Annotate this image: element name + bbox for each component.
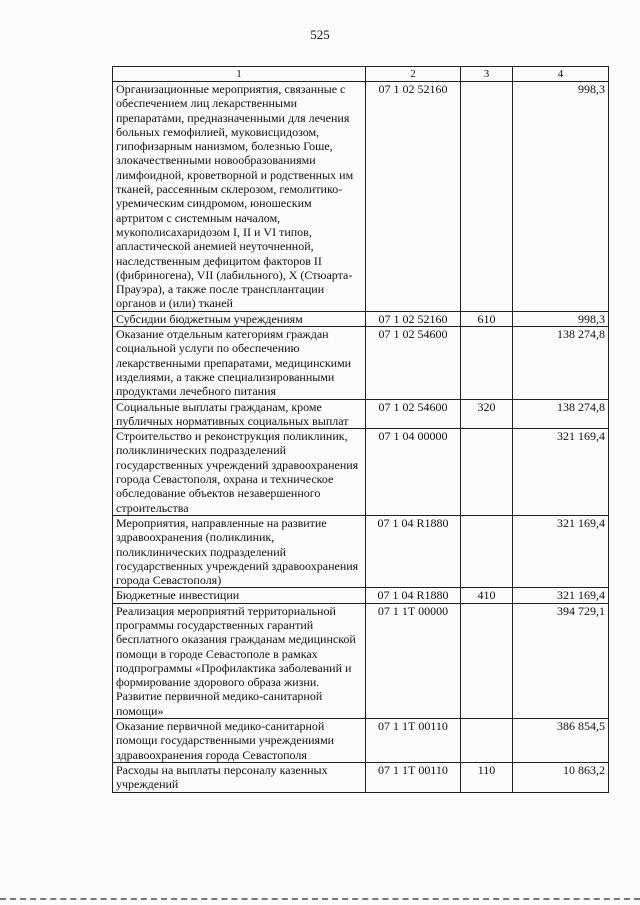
table-row bbox=[113, 82, 609, 312]
row-amount: 394 729,1 bbox=[513, 603, 609, 718]
row-amount: 138 274,8 bbox=[513, 399, 609, 429]
row-amount: 10 863,2 bbox=[513, 762, 609, 792]
row-amount: 321 169,4 bbox=[513, 429, 609, 516]
row-amount: 386 854,5 bbox=[513, 719, 609, 763]
row-expense-type bbox=[461, 327, 513, 399]
row-expense-type bbox=[461, 603, 513, 718]
row-name: Организационные мероприятия, связанные с обеспечением лиц лекарственными препаратами, предназначенными для лечения больных гемофилией, муковисцидозом, гипофизарным нанизмом, болезнью Гоше, злокачественными новообразованиями лимфоидной, кроветворной и родственных им тканей, рассеянным склерозом, гемолитико-уремическим синдромом, юношеским артритом с системным началом, мукополисахаридозом I, II и VI типов, апластической анемией неуточненной, наследственным дефицитом факторов II (фибриногена), VII (лабильного), X (Стюарта-Прауэра), а также после трансплантации органов и (или) тканей bbox=[113, 82, 366, 312]
row-expense-type: 410 bbox=[461, 588, 513, 603]
table-row bbox=[113, 515, 609, 587]
row-amount: 998,3 bbox=[513, 311, 609, 326]
row-expense-type bbox=[461, 429, 513, 516]
row-amount: 321 169,4 bbox=[513, 588, 609, 603]
row-code: 07 1 02 52160 bbox=[366, 311, 461, 326]
row-expense-type bbox=[461, 82, 513, 312]
table-header-row bbox=[113, 67, 609, 82]
row-name: Оказание отдельным категориям граждан социальной услуги по обеспечению лекарственными препаратами, медицинскими изделиями, а также специализированными продуктами лечебного питания bbox=[113, 327, 366, 399]
row-amount: 138 274,8 bbox=[513, 327, 609, 399]
budget-table bbox=[112, 66, 609, 793]
row-amount: 321 169,4 bbox=[513, 515, 609, 587]
row-code: 07 1 1Т 00110 bbox=[366, 762, 461, 792]
row-expense-type bbox=[461, 515, 513, 587]
table-row bbox=[113, 762, 609, 792]
row-name: Оказание первичной медико-санитарной помощи государственными учреждениями здравоохранения города Севастополя bbox=[113, 719, 366, 763]
row-code: 07 1 1Т 00000 bbox=[366, 603, 461, 718]
row-code: 07 1 04 R1880 bbox=[366, 588, 461, 603]
table-row bbox=[113, 311, 609, 326]
row-code: 07 1 1Т 00110 bbox=[366, 719, 461, 763]
row-name: Социальные выплаты гражданам, кроме публичных нормативных социальных выплат bbox=[113, 399, 366, 429]
row-expense-type: 610 bbox=[461, 311, 513, 326]
row-expense-type bbox=[461, 719, 513, 763]
table-body bbox=[113, 82, 609, 793]
row-expense-type: 110 bbox=[461, 762, 513, 792]
column-header-1: 1 bbox=[113, 67, 366, 82]
table-row bbox=[113, 327, 609, 399]
page-number: 525 bbox=[310, 27, 330, 42]
column-header-4: 4 bbox=[513, 67, 609, 82]
row-code: 07 1 02 54600 bbox=[366, 327, 461, 399]
column-header-2: 2 bbox=[366, 67, 461, 82]
row-expense-type: 320 bbox=[461, 399, 513, 429]
page-bottom-divider bbox=[0, 898, 640, 900]
row-name: Реализация мероприятий территориальной программы государственных гарантий бесплатного оказания гражданам медицинской помощи в городе Севастополе в рамках подпрограммы «Профилактика заболеваний и формирование здорового образа жизни. Развитие первичной медико-санитарной помощи» bbox=[113, 603, 366, 718]
row-amount: 998,3 bbox=[513, 82, 609, 312]
table-row bbox=[113, 429, 609, 516]
table-row bbox=[113, 719, 609, 763]
row-code: 07 1 04 R1880 bbox=[366, 515, 461, 587]
row-code: 07 1 04 00000 bbox=[366, 429, 461, 516]
row-code: 07 1 02 52160 bbox=[366, 82, 461, 312]
row-name: Бюджетные инвестиции bbox=[113, 588, 366, 603]
row-name: Мероприятия, направленные на развитие здравоохранения (поликлиник, поликлинических подразделений государственных учреждений здравоохранения города Севастополя) bbox=[113, 515, 366, 587]
column-header-3: 3 bbox=[461, 67, 513, 82]
row-name: Строительство и реконструкция поликлиник, поликлинических подразделений государственных учреждений здравоохранения города Севастополя, охрана и техническое обследование объектов незавершенного строительства bbox=[113, 429, 366, 516]
row-name: Расходы на выплаты персоналу казенных учреждений bbox=[113, 762, 366, 792]
table-row bbox=[113, 588, 609, 603]
table-row bbox=[113, 399, 609, 429]
row-code: 07 1 02 54600 bbox=[366, 399, 461, 429]
table-row bbox=[113, 603, 609, 718]
row-name: Субсидии бюджетным учреждениям bbox=[113, 311, 366, 326]
